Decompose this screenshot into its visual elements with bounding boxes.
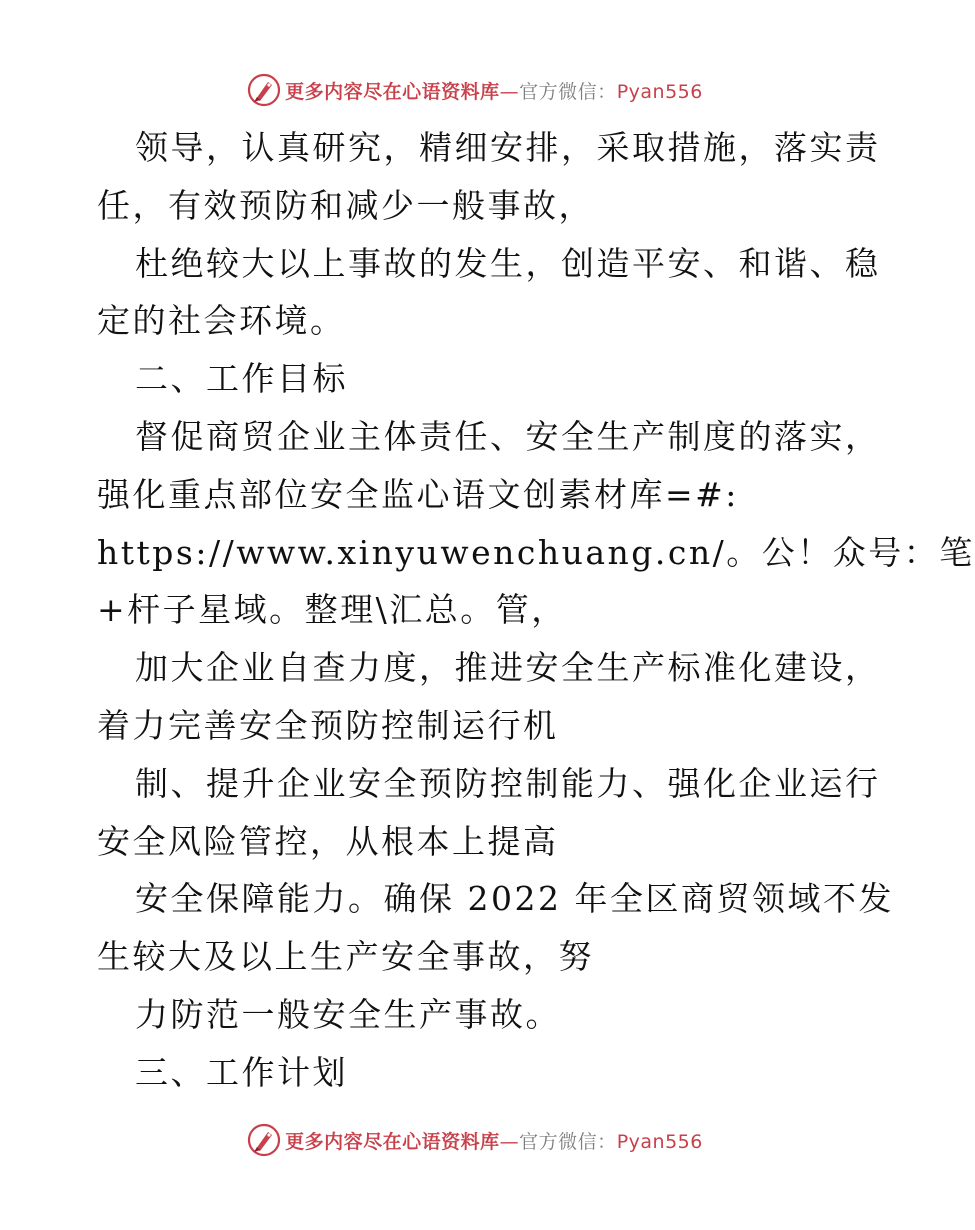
- banner-site-name: 更多内容尽在心语资料库: [285, 80, 500, 103]
- quill-pen-logo-icon: [247, 73, 281, 107]
- banner-wechat-label: 官方微信：: [519, 80, 617, 103]
- banner-text: [285, 77, 703, 104]
- body-line: 着力完善安全预防控制运行机: [97, 705, 559, 745]
- body-line: 任，有效预防和减少一般事故，: [97, 185, 594, 225]
- body-line: 生较大及以上生产安全事故，努: [97, 937, 594, 977]
- quill-pen-logo-icon: [247, 1123, 281, 1157]
- body-line: 力防范一般安全生产事故。: [135, 994, 561, 1034]
- banner-wechat-id: Pyan556: [616, 1130, 703, 1153]
- body-line: 制、提升企业安全预防控制能力、强化企业运行: [135, 763, 881, 803]
- body-line: 定的社会环境。: [97, 301, 346, 341]
- section-heading: 二、工作目标: [135, 359, 348, 399]
- banner-wechat-label: 官方微信：: [519, 1130, 617, 1153]
- banner-site-name: 更多内容尽在心语资料库: [285, 1130, 500, 1153]
- banner-dash: —: [499, 80, 520, 103]
- banner-text: [285, 1127, 703, 1154]
- body-line: 强化重点部位安全监心语文创素材库=#:: [97, 474, 739, 514]
- body-line: 督促商贸企业主体责任、安全生产制度的落实，: [135, 416, 881, 456]
- body-line: 安全风险管控，从根本上提高: [97, 821, 559, 861]
- footer-banner: [0, 1120, 950, 1160]
- body-line: 加大企业自查力度，推进安全生产标准化建设，: [135, 648, 881, 688]
- banner-dash: —: [499, 1130, 520, 1153]
- header-banner: [0, 70, 950, 110]
- body-line: 领导，认真研究，精细安排，采取措施，落实责: [135, 128, 881, 167]
- body-line: +杆子星域。整理\汇总。管，: [97, 590, 567, 630]
- body-line: https://www.xinyuwenchuang.cn/。公！众号：笔: [97, 532, 975, 572]
- banner-wechat-id: Pyan556: [616, 80, 703, 103]
- section-heading: 三、工作计划: [135, 1052, 348, 1092]
- body-line: 安全保障能力。确保 2022 年全区商贸领域不发: [135, 879, 894, 919]
- body-line: 杜绝较大以上事故的发生，创造平安、和谐、稳: [135, 243, 881, 283]
- document-body: [97, 119, 975, 1102]
